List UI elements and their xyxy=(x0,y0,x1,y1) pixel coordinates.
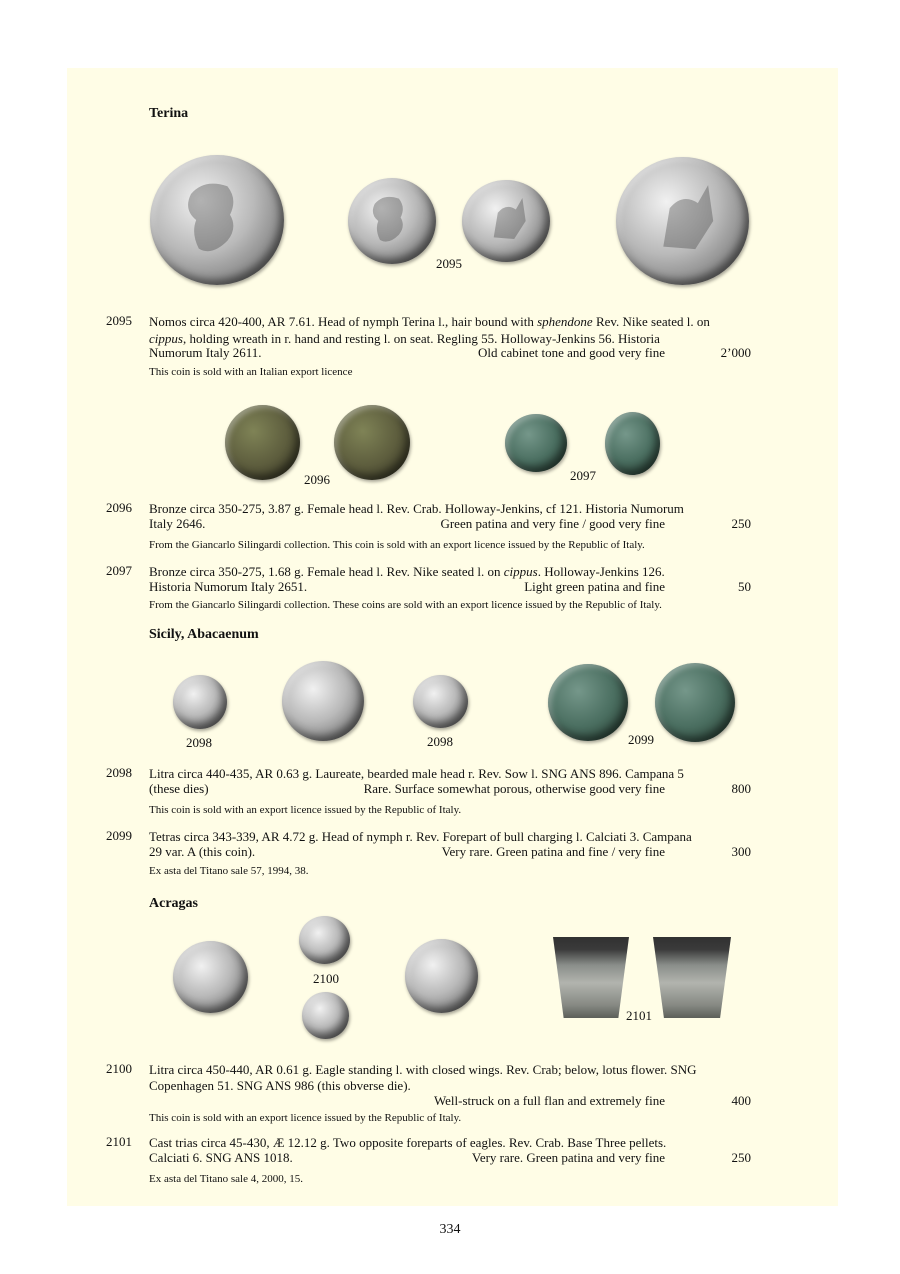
coin-2098-obverse-enlarged xyxy=(282,661,364,741)
coin-2097-obverse xyxy=(505,414,567,472)
lot-2098-line-2: (these dies) Rare. Surface somewhat porous, otherwise good very fine 800 xyxy=(149,781,751,796)
lot-2097-price: 50 xyxy=(738,579,751,594)
coin-2098-obverse xyxy=(173,675,227,729)
image-label-2098-reverse: 2098 xyxy=(427,734,453,749)
lot-2099-note: Ex asta del Titano sale 57, 1994, 38. xyxy=(149,865,309,877)
lot-2098-note: This coin is sold with an export licence issued by the Republic of Italy. xyxy=(149,804,462,816)
lot-2100-line-1: Litra circa 450-440, AR 0.61 g. Eagle standing l. with closed wings. Rev. Crab; below, lotus flower. SNG xyxy=(149,1062,697,1077)
coin-2098-reverse xyxy=(413,675,468,728)
lot-2095-line-1: Nomos circa 420-400, AR 7.61. Head of nymph Terina l., hair bound with sphendone Rev. Nike seated l. on xyxy=(149,314,710,329)
lot-2096-line-1: Bronze circa 350-275, 3.87 g. Female head l. Rev. Crab. Holloway-Jenkins, cf 121. Historia Numorum xyxy=(149,501,684,516)
image-label-2101: 2101 xyxy=(626,1008,652,1023)
image-label-2095: 2095 xyxy=(436,256,462,271)
lot-2100-line-2: Copenhagen 51. SNG ANS 986 (this obverse die). xyxy=(149,1078,411,1093)
image-label-2097: 2097 xyxy=(570,468,596,483)
lot-2097-line-2: Historia Numorum Italy 2651. Light green patina and fine 50 xyxy=(149,579,751,594)
lot-2100-note: This coin is sold with an export licence issued by the Republic of Italy. xyxy=(149,1112,462,1124)
lot-number-2098: 2098 xyxy=(106,765,132,780)
lot-2096-condition: Green patina and very fine / good very fine xyxy=(440,516,665,531)
lot-2098-price: 800 xyxy=(731,781,751,796)
lot-2098-line-1: Litra circa 440-435, AR 0.63 g. Laureate, bearded male head r. Rev. Sow l. SNG ANS 896. Campana 5 xyxy=(149,766,684,781)
coin-2100-reverse-enlarged xyxy=(405,939,478,1013)
image-label-2098-obverse: 2098 xyxy=(186,735,212,750)
lot-2095-line-3: Numorum Italy 2611. Old cabinet tone and good very fine 2’000 xyxy=(149,345,751,360)
lot-2101-note: Ex asta del Titano sale 4, 2000, 15. xyxy=(149,1173,303,1185)
section-title-abacaenum: Sicily, Abacaenum xyxy=(149,627,259,642)
section-title-acragas: Acragas xyxy=(149,896,198,911)
coin-2095-reverse-enlarged xyxy=(616,157,749,285)
coin-2096-reverse xyxy=(334,405,410,480)
coin-2099-reverse xyxy=(655,663,735,742)
lot-2096-price: 250 xyxy=(731,516,751,531)
lot-number-2097: 2097 xyxy=(106,563,132,578)
lot-2101-price: 250 xyxy=(731,1150,751,1165)
lot-number-2100: 2100 xyxy=(106,1061,132,1076)
lot-number-2101: 2101 xyxy=(106,1134,132,1149)
lot-2100-price: 400 xyxy=(731,1093,751,1108)
lot-2097-note: From the Giancarlo Silingardi collection. These coins are sold with an export licence issued by the Republic of Italy. xyxy=(149,599,662,611)
coin-2100-obverse-enlarged xyxy=(173,941,248,1013)
lot-number-2099: 2099 xyxy=(106,828,132,843)
lot-2098-condition: Rare. Surface somewhat porous, otherwise good very fine xyxy=(363,781,665,796)
lot-2097-line-1: Bronze circa 350-275, 1.68 g. Female head l. Rev. Nike seated l. on cippus. Holloway-Jenkins 126. xyxy=(149,564,665,579)
lot-2097-condition: Light green patina and fine xyxy=(524,579,665,594)
lot-2100-condition: Well-struck on a full flan and extremely fine xyxy=(433,1093,665,1108)
lot-number-2095: 2095 xyxy=(106,313,132,328)
lot-2096-note: From the Giancarlo Silingardi collection. This coin is sold with an export licence issued by the Republic of Italy. xyxy=(149,539,645,551)
coin-2101-reverse xyxy=(653,930,731,1018)
coin-2101-obverse xyxy=(553,930,629,1018)
lot-2099-price: 300 xyxy=(731,844,751,859)
lot-2095-price: 2’000 xyxy=(720,345,751,360)
image-label-2096: 2096 xyxy=(304,472,330,487)
lot-2099-line-1: Tetras circa 343-339, AR 4.72 g. Head of nymph r. Rev. Forepart of bull charging l. Calciati 3. Campana xyxy=(149,829,692,844)
coin-2095-obverse xyxy=(348,178,436,264)
coin-2100-reverse xyxy=(302,992,349,1039)
lot-2095-line-2: cippus, holding wreath in r. hand and resting l. on seat. Regling 55. Holloway-Jenkins 56. Historia xyxy=(149,331,660,346)
section-title-terina: Terina xyxy=(149,106,189,121)
lot-2099-line-2: 29 var. A (this coin). Very rare. Green patina and fine / very fine 300 xyxy=(149,844,751,859)
coin-2095-obverse-enlarged xyxy=(150,155,284,285)
lot-2101-line-2: Calciati 6. SNG ANS 1018. Very rare. Green patina and very fine 250 xyxy=(149,1150,751,1165)
coin-2095-reverse xyxy=(462,180,550,262)
lot-2101-line-1: Cast trias circa 45-430, Æ 12.12 g. Two opposite foreparts of eagles. Rev. Crab. Base Three pellets. xyxy=(149,1135,667,1150)
lot-2095-condition: Old cabinet tone and good very fine xyxy=(478,345,665,360)
lot-2101-condition: Very rare. Green patina and very fine xyxy=(471,1150,665,1165)
lot-2096-line-2: Italy 2646. Green patina and very fine / good very fine 250 xyxy=(149,516,751,531)
image-label-2100: 2100 xyxy=(313,971,339,986)
lot-2099-condition: Very rare. Green patina and fine / very fine xyxy=(441,844,665,859)
image-label-2099: 2099 xyxy=(628,732,654,747)
coin-2100-obverse xyxy=(299,916,350,964)
coin-2099-obverse xyxy=(548,664,628,741)
coin-2096-obverse xyxy=(225,405,300,480)
lot-number-2096: 2096 xyxy=(106,500,132,515)
lot-2095-note: This coin is sold with an Italian export licence xyxy=(149,366,353,378)
lot-2100-line-3 xyxy=(149,1093,751,1110)
coin-2097-reverse xyxy=(605,412,660,475)
page-number: 334 xyxy=(439,1222,461,1237)
